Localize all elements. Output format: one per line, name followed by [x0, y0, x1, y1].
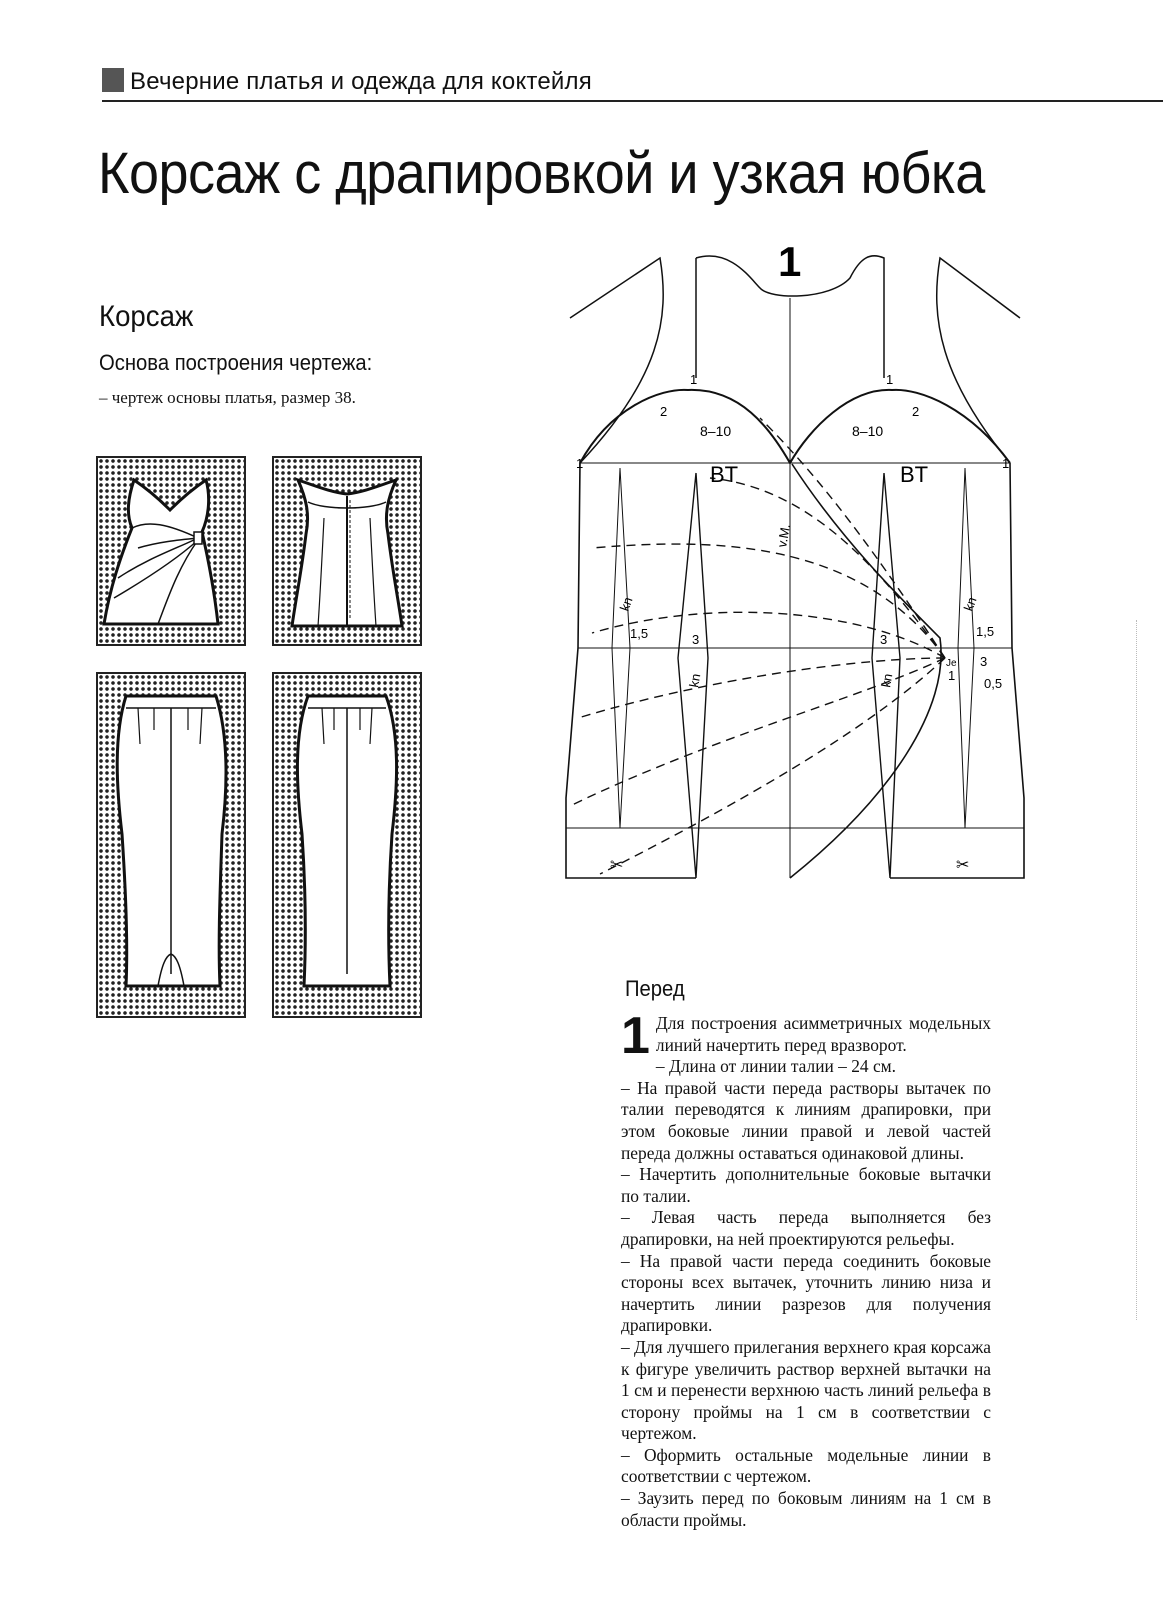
label-bt-right: BT: [900, 462, 929, 487]
drape-lines: [570, 418, 945, 874]
label-one-waist: 1: [948, 668, 956, 683]
drape-curve: [790, 464, 941, 878]
label-dart-width-left: 8–10: [700, 423, 732, 439]
label-two-right: 2: [912, 404, 920, 419]
label-kn-2: kn: [686, 672, 704, 689]
page-title: Корсаж с драпировкой и узкая юбка: [98, 141, 985, 206]
margin-marks: [1136, 620, 1141, 1320]
header-square-marker: [102, 68, 124, 92]
label-one-top-left: 1: [690, 372, 698, 387]
first-paragraph: [621, 1007, 991, 1065]
label-three-right: 3: [980, 654, 988, 669]
list-item: – На правой части переда растворы вытачек по талии переводятся к линиям драпировки, при этом боковые линии правой и левой частей переда должны оставаться одинаковой длины.: [621, 1077, 991, 1163]
label-one-right: 1: [1002, 456, 1010, 471]
label-one-left: 1: [576, 456, 584, 471]
label-kn-4: kn: [960, 594, 980, 614]
figure-number: 1: [778, 238, 802, 285]
list-item: – Заузить перед по боковым линиям на 1 см в области проймы.: [621, 1488, 991, 1530]
label-one-five-left: 1,5: [630, 626, 649, 641]
label-three-mid: 3: [880, 632, 888, 647]
text-heading: Перед: [625, 976, 685, 1001]
label-two-left: 2: [660, 404, 668, 419]
thumbnail-skirt-back: [272, 672, 422, 1018]
left-shoulder-outline: [570, 258, 663, 463]
section-heading: Корсаж: [99, 300, 194, 333]
bodice-back-sketch: [274, 458, 420, 644]
label-three-left: 3: [692, 632, 700, 647]
first-sentence: Для построения асимметричных модельных линий начертить перед вразворот.: [655, 1013, 991, 1055]
bodice-front-sketch: [98, 458, 244, 644]
thumbnail-skirt-front: [96, 672, 246, 1018]
label-one-top-right: 1: [886, 372, 894, 387]
label-zero-five: 0,5: [984, 676, 1003, 691]
list-item: – На правой части переда соединить боковые стороны всех вытачек, уточнить линию низа и начертить линии разрезов для получения драпировки.: [621, 1250, 991, 1336]
label-dart-width-right: 8–10: [852, 423, 884, 439]
upper-edge-curve: [580, 390, 1010, 463]
right-side-line: [890, 463, 1024, 878]
list-item: – Длина от линии талии – 24 см.: [655, 1056, 897, 1077]
label-je: Je: [946, 658, 957, 669]
pattern-drawing: [560, 238, 1030, 898]
running-title: Вечерние платья и одежда для коктейля: [130, 68, 592, 95]
right-shoulder-outline: [937, 258, 1020, 463]
list-item: – Левая часть переда выполняется без драпировки, на ней проектируются рельефы.: [621, 1207, 991, 1249]
thumbnail-bodice-back: [272, 456, 422, 646]
list-item: – Оформить остальные модельные линии в соответствии с чертежом.: [621, 1444, 991, 1487]
label-vm: v.M.: [774, 522, 794, 549]
skirt-front-sketch: [98, 674, 244, 1016]
list-item: – Для лучшего прилегания верхнего края корсажа к фигуре увеличить раствор верхней вытачки на 1 см и перенести верхнюю часть линий рельефа в сторону проймы на 1 см в соответствии с чертежом.: [621, 1336, 991, 1444]
drop-cap: 1: [621, 1007, 650, 1065]
running-header: [102, 64, 1163, 102]
label-kn-1: kn: [616, 594, 636, 614]
thumbnail-bodice-front: [96, 456, 246, 646]
label-bt-left: BT: [710, 462, 739, 487]
skirt-back-sketch: [274, 674, 420, 1016]
instruction-text: [621, 1007, 991, 1531]
left-side-line: [566, 463, 696, 878]
basis-note: – чертеж основы платья, размер 38.: [99, 388, 356, 407]
scissors-icon-right: ✂: [956, 855, 970, 874]
label-kn-3: kn: [878, 672, 896, 689]
scissors-icon-left: ✂: [610, 855, 624, 874]
label-one-five-right: 1,5: [976, 624, 995, 639]
basis-heading: Основа построения чертежа:: [99, 350, 373, 375]
list-item: – Начертить дополнительные боковые вытачки по талии.: [621, 1164, 991, 1206]
